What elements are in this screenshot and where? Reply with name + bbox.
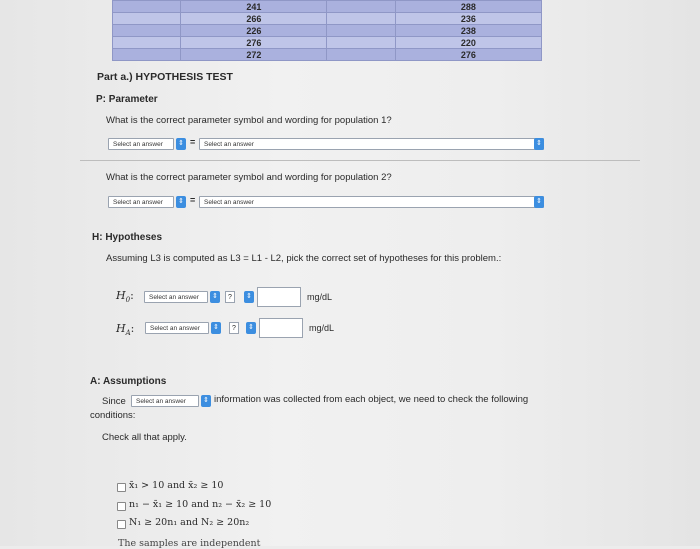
ha-unit: mg/dL [309, 323, 335, 333]
param2-symbol-dropdown-icon[interactable]: ⇕ [176, 196, 186, 208]
table-cell-right: 236 [395, 13, 541, 25]
assumptions-since: Since [102, 396, 126, 407]
check-all-instruction: Check all that apply. [102, 432, 187, 443]
h0-select-label: Select an answer [149, 294, 199, 301]
parameter-question-2: What is the correct parameter symbol and wording for population 2? [106, 172, 392, 183]
assumptions-select-label: Select an answer [136, 398, 186, 405]
table-cell-right: 238 [395, 25, 541, 37]
parameter-heading: P: Parameter [96, 94, 158, 105]
table-row [113, 49, 542, 61]
h0-unit: mg/dL [307, 292, 333, 302]
condition-label-3: N₁ ≥ 20n₁ and N₂ ≥ 20n₂ [129, 517, 250, 528]
h0-subscript: 0 [125, 296, 131, 305]
ha-select[interactable] [145, 322, 209, 334]
table-cell-spacer [113, 25, 181, 37]
h0-dropdown-icon[interactable]: ⇕ [210, 291, 220, 303]
table-cell-spacer [327, 1, 395, 13]
ha-operator-select[interactable]: ? [229, 322, 239, 334]
table-row [113, 25, 542, 37]
divider [80, 160, 640, 161]
data-table [112, 0, 542, 61]
table-cell-spacer [113, 13, 181, 25]
assumptions-heading: A: Assumptions [90, 376, 167, 387]
param2-wording-select-label: Select an answer [204, 199, 254, 206]
param2-wording-dropdown-icon[interactable]: ⇕ [534, 196, 544, 208]
param2-wording-select[interactable] [199, 196, 544, 208]
h0-label: $H_0$: [116, 289, 134, 305]
table-cell-spacer [327, 37, 395, 49]
table-cell-spacer [327, 49, 395, 61]
param1-wording-select[interactable] [199, 138, 544, 150]
param1-wording-select-label: Select an answer [204, 141, 254, 148]
table-cell-spacer [113, 1, 181, 13]
condition-label-1: x̄₁ > 10 and x̄₂ ≥ 10 [129, 480, 224, 491]
h0-select[interactable] [144, 291, 208, 303]
h0-operator-select[interactable]: ? [225, 291, 235, 303]
table-cell-spacer [327, 13, 395, 25]
condition-checkbox-2[interactable] [117, 502, 126, 511]
table-cell-right: 276 [395, 49, 541, 61]
ha-label: $H_A$: [116, 322, 135, 338]
ha-operator-dropdown-icon[interactable]: ⇕ [246, 322, 256, 334]
table-cell-right: 288 [395, 1, 541, 13]
table-row [113, 1, 542, 13]
param1-wording-dropdown-icon[interactable]: ⇕ [534, 138, 544, 150]
assumptions-dropdown-icon[interactable]: ⇕ [201, 395, 211, 407]
h0-value-input[interactable] [257, 287, 301, 307]
parameter-question-1: What is the correct parameter symbol and wording for population 1? [106, 115, 392, 126]
condition-label-2: n₁ − x̄₁ ≥ 10 and n₂ − x̄₂ ≥ 10 [129, 499, 272, 510]
param2-symbol-select-label: Select an answer [113, 199, 163, 206]
ha-dropdown-icon[interactable]: ⇕ [211, 322, 221, 334]
table-cell-left: 241 [181, 1, 327, 13]
h0-operator-dropdown-icon[interactable]: ⇕ [244, 291, 254, 303]
ha-value-input[interactable] [259, 318, 303, 338]
table-cell-right: 220 [395, 37, 541, 49]
assumptions-select[interactable] [131, 395, 199, 407]
param1-equals: = [190, 137, 196, 147]
h0-letter: H [116, 289, 126, 302]
param2-symbol-select[interactable] [108, 196, 174, 208]
ha-letter: H [116, 322, 126, 335]
param2-equals: = [190, 195, 196, 205]
table-cell-left: 276 [181, 37, 327, 49]
hypotheses-prompt: Assuming L3 is computed as L3 = L1 - L2, pick the correct set of hypotheses for this problem.: [106, 253, 502, 264]
table-row [113, 37, 542, 49]
table-cell-left: 272 [181, 49, 327, 61]
condition-label-4-cutoff: The samples are independent [118, 538, 261, 549]
ha-subscript: A [125, 329, 131, 338]
param1-symbol-select-label: Select an answer [113, 141, 163, 148]
assumptions-text: information was collected from each object, we need to check the following [214, 394, 529, 405]
param1-symbol-select[interactable] [108, 138, 174, 150]
hypotheses-heading: H: Hypotheses [92, 232, 163, 243]
table-row [113, 13, 542, 25]
condition-checkbox-3[interactable] [117, 520, 126, 529]
part-title: Part a.) HYPOTHESIS TEST [97, 71, 233, 83]
ha-select-label: Select an answer [150, 325, 200, 332]
table-cell-spacer [327, 25, 395, 37]
table-cell-left: 266 [181, 13, 327, 25]
condition-checkbox-1[interactable] [117, 483, 126, 492]
table-cell-spacer [113, 49, 181, 61]
param1-symbol-dropdown-icon[interactable]: ⇕ [176, 138, 186, 150]
table-cell-spacer [113, 37, 181, 49]
assumptions-conditions: conditions: [90, 410, 136, 421]
table-cell-left: 226 [181, 25, 327, 37]
